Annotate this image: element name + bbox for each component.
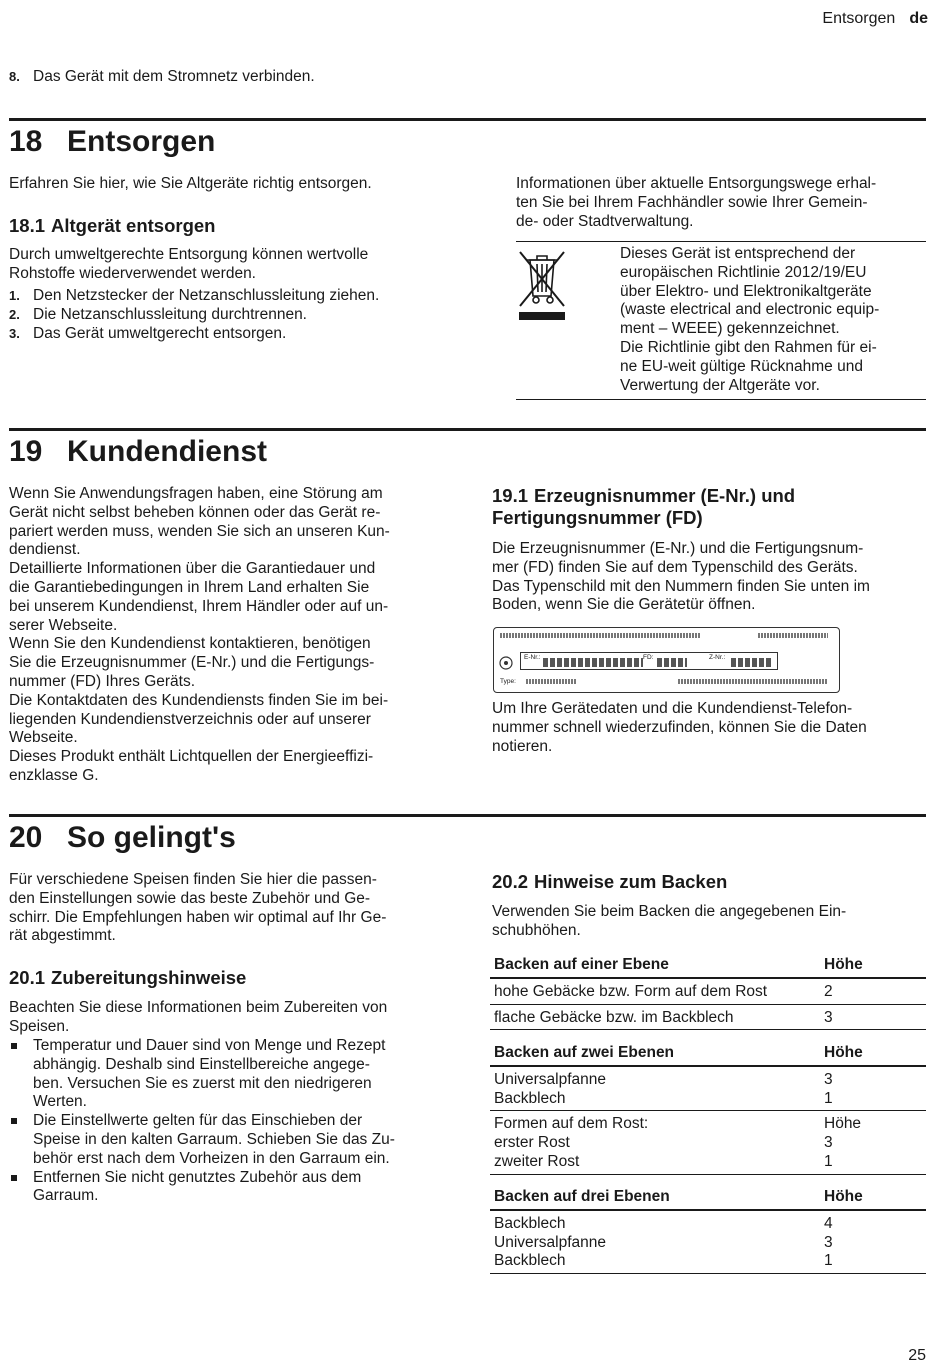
subsection-title: Altgerät entsorgen	[51, 215, 216, 236]
plate-fd-label: FD:	[643, 654, 654, 661]
table-cell: Formen auf dem Rost: erster Rost zweiter Rost	[490, 1111, 820, 1174]
plate-enr-label: E-Nr.:	[524, 654, 541, 661]
table-header-row	[490, 1041, 926, 1066]
step-number: 1.	[9, 288, 20, 303]
plate-text-line	[678, 679, 828, 684]
table-header-cell: Backen auf zwei Ebenen	[490, 1041, 820, 1066]
table-header-cell: Höhe	[820, 1185, 926, 1210]
plate-text-line	[500, 633, 700, 638]
table-cell: Backblech Universalpfanne Backblech	[490, 1210, 820, 1274]
subsection-title: Zubereitungshinweise	[51, 967, 247, 988]
bullet-square-icon	[11, 1043, 17, 1049]
step-text: Das Gerät umweltgerecht entsorgen.	[33, 324, 287, 342]
rating-plate-illustration	[493, 627, 840, 693]
baking-table-one-level	[490, 953, 926, 1030]
bullet-item	[9, 1169, 459, 1207]
bullet-item	[9, 1037, 459, 1112]
running-header	[822, 10, 928, 28]
step-item	[9, 306, 449, 325]
plate-enr-value	[543, 658, 643, 667]
bullet-square-icon	[11, 1175, 17, 1181]
subsection-number: 20.2	[492, 871, 529, 892]
step-item	[9, 68, 449, 87]
subsection-20-1-text: Beachten Sie diese Informationen beim Zubereiten von Speisen.	[9, 999, 388, 1035]
section-number: 19	[9, 435, 43, 468]
step-number: 2.	[9, 306, 20, 322]
section-title: Entsorgen	[67, 125, 216, 158]
subsection-18-1-heading	[9, 215, 215, 237]
table-cell: Höhe 3 1	[820, 1111, 926, 1174]
table-cell: flache Gebäcke bzw. im Backblech	[490, 1004, 820, 1030]
section-divider	[9, 118, 926, 121]
table-cell: 3 1	[820, 1066, 926, 1111]
subsection-number: 19.1	[492, 485, 529, 506]
table-row	[490, 1004, 926, 1030]
preparation-bullets	[9, 1037, 459, 1206]
plate-znr-value	[731, 658, 771, 667]
table-cell: 4 3 1	[820, 1210, 926, 1274]
table-cell: 3	[820, 1004, 926, 1030]
table-header-row	[490, 1185, 926, 1210]
weee-notice-text: Dieses Gerät ist entsprechend der europäischen Richtlinie 2012/19/EU über Elektro- und Elektronikaltgeräte (waste electrical and electronic equip- ment – WEEE) gekennzeichnet. Die Richtlinie gibt den Rahmen für ei- ne EU-weit gültige Rücknahme und Verwertung der Altgeräte vor.	[620, 245, 880, 394]
top-step-list	[9, 68, 449, 87]
table-header-cell: Backen auf einer Ebene	[490, 953, 820, 978]
section-20-heading	[9, 820, 236, 856]
section-divider	[9, 814, 926, 817]
subsection-20-2-heading	[492, 871, 727, 893]
step-text: Das Gerät mit dem Stromnetz verbinden.	[33, 68, 315, 85]
bullet-text: Temperatur und Dauer sind von Menge und Rezept abhängig. Deshalb sind Einstellbereiche angege- ben. Versuchen Sie es zuerst mit den niedrigeren Werten.	[33, 1037, 386, 1111]
bullet-text: Entfernen Sie nicht genutztes Zubehör aus dem Garraum.	[33, 1168, 362, 1205]
weee-notice-box	[516, 241, 926, 400]
subsection-title: Erzeugnisnummer (E-Nr.) und Fertigungsnummer (FD)	[492, 485, 796, 528]
subsection-title: Hinweise zum Backen	[534, 871, 728, 892]
step-text: Den Netzstecker der Netzanschlussleitung ziehen.	[33, 287, 380, 304]
plate-znr-label: Z-Nr.:	[709, 654, 726, 661]
subsection-20-1-heading	[9, 967, 246, 989]
section-18-intro: Erfahren Sie hier, wie Sie Altgeräte richtig entsorgen.	[9, 175, 372, 192]
subsection-19-1-heading	[492, 485, 922, 529]
section-19-heading	[9, 434, 267, 470]
plate-type-label: Type:	[500, 678, 516, 685]
subsection-number: 18.1	[9, 215, 46, 236]
table-cell: hohe Gebäcke bzw. Form auf dem Rost	[490, 978, 820, 1004]
note-data-text: Um Ihre Gerätedaten und die Kundendienst-Telefon- nummer schnell wiederzufinden, können Sie die Daten notieren.	[492, 700, 867, 755]
header-language: de	[909, 10, 928, 27]
subsection-number: 20.1	[9, 967, 46, 988]
section-divider	[9, 428, 926, 431]
table-header-cell: Backen auf drei Ebenen	[490, 1185, 820, 1210]
page-number: 25	[908, 1347, 926, 1364]
table-row	[490, 1111, 926, 1174]
section-title: Kundendienst	[67, 435, 267, 468]
baking-table-three-levels	[490, 1185, 926, 1274]
step-item	[9, 325, 449, 344]
subsection-20-2-text: Verwenden Sie beim Backen die angegebenen Ein- schubhöhen.	[492, 903, 847, 939]
plate-number-field	[520, 652, 778, 670]
step-number: 3.	[9, 325, 20, 341]
bullet-item	[9, 1112, 459, 1168]
table-row	[490, 978, 926, 1004]
table-cell: 2	[820, 978, 926, 1004]
bullet-square-icon	[11, 1118, 17, 1124]
table-header-cell: Höhe	[820, 953, 926, 978]
baking-table-two-levels	[490, 1041, 926, 1175]
subsection-18-1-text: Durch umweltgerechte Entsorgung können wertvolle Rohstoffe wiederverwendet werden.	[9, 246, 369, 282]
plate-text-line	[526, 679, 576, 684]
section-number: 20	[9, 821, 43, 854]
step-number: 8.	[9, 69, 20, 84]
table-header-row	[490, 953, 926, 978]
step-text: Die Netzanschlussleitung durchtrennen.	[33, 305, 307, 323]
plate-fd-value	[657, 658, 687, 667]
disposal-steps	[9, 287, 449, 343]
section-title: So gelingt's	[67, 821, 236, 854]
subsection-19-1-text: Die Erzeugnisnummer (E-Nr.) und die Fertigungsnum- mer (FD) finden Sie auf dem Typenschild des Geräts. Das Typenschild mit den Nummern finden Sie unten im Boden, wenn Sie die Gerätetür öffnen.	[492, 540, 870, 614]
bullet-text: Die Einstellwerte gelten für das Einschieben der Speise in den kalten Garraum. Schieben Sie das Zu- behör erst nach dem Vorheizen in den Garraum ein.	[33, 1112, 395, 1167]
table-cell: Universalpfanne Backblech	[490, 1066, 820, 1111]
table-row	[490, 1066, 926, 1111]
header-section: Entsorgen	[822, 10, 896, 27]
table-header-cell: Höhe	[820, 1041, 926, 1066]
section-20-intro: Für verschiedene Speisen finden Sie hier die passen- den Einstellungen sowie das beste Zubehör und Ge- schirr. Die Empfehlungen haben wir optimal auf Ihr Ge- rät abgestimmt.	[9, 871, 387, 945]
step-item	[9, 287, 449, 306]
section-18-heading	[9, 124, 215, 160]
plate-text-line	[758, 633, 828, 638]
section-number: 18	[9, 125, 43, 158]
customer-service-text: Wenn Sie Anwendungsfragen haben, eine Störung am Gerät nicht selbst beheben können oder das Gerät re- pariert werden muss, wenden Sie sich an unseren Kun- dendienst. Detaillierte Informationen über die Garantiedauer und die Garantiebedingungen in Ihrem Land erhalten Sie bei unserem Kundendienst, Ihrem Händler oder auf un- serer Webseite. Wenn Sie den Kundendienst kontaktieren, benötigen Sie die Erzeugnisnummer (E-Nr.) und die Fertigungs- nummer (FD) Ihres Geräts. Die Kontaktdaten des Kundendiensts finden Sie im bei- liegenden Kundendienstverzeichnis oder auf unserer Webseite. Dieses Produkt enthält Lichtquellen der Energieeffizi- enzklasse G.	[9, 485, 390, 784]
table-row	[490, 1210, 926, 1274]
brand-logo-icon	[499, 656, 513, 670]
disposal-info-text: Informationen über aktuelle Entsorgungswege erhal- ten Sie bei Ihrem Fachhändler sowie Ihrer Gemein- de- oder Stadtverwaltung.	[516, 175, 877, 230]
crossed-bin-icon	[516, 246, 568, 320]
